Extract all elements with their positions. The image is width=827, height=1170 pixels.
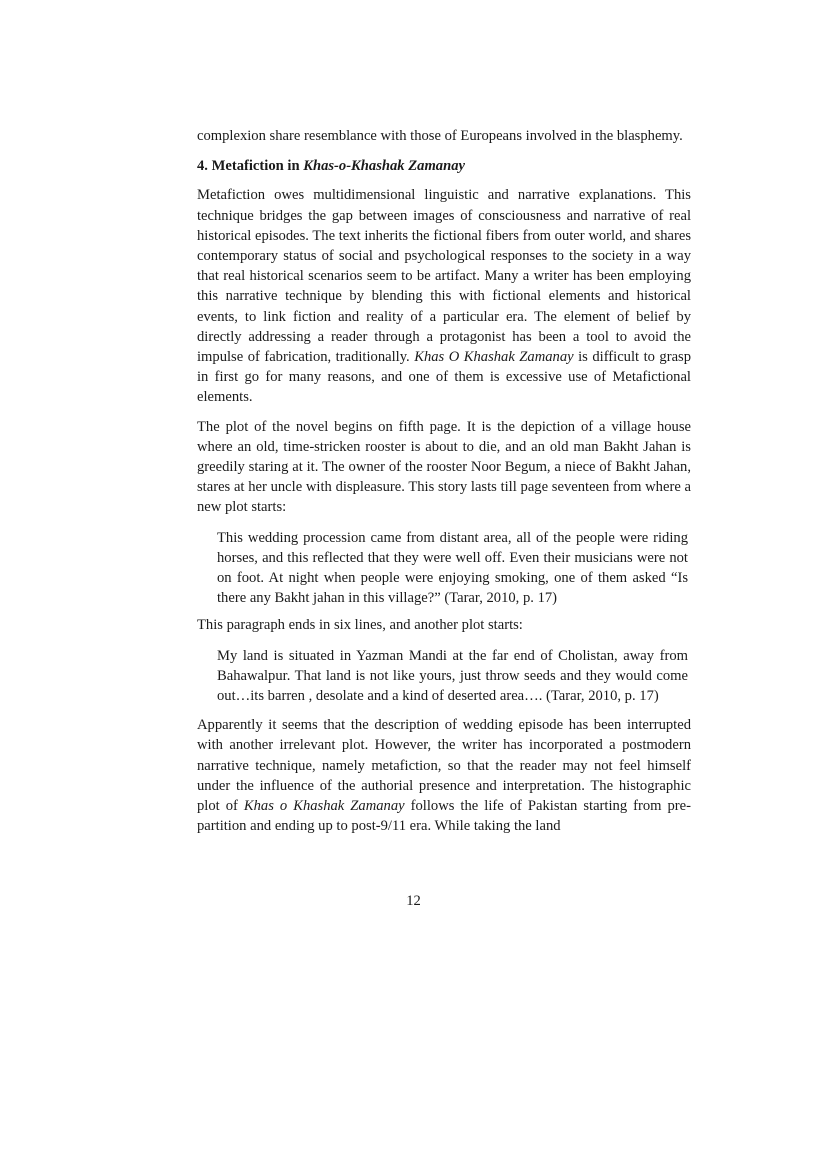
novel-title-italic: Khas O Khashak Zamanay	[414, 349, 574, 366]
paragraph-six-lines: This paragraph ends in six lines, and another plot starts:	[197, 617, 523, 634]
paragraph-apparently	[197, 715, 691, 836]
page-number: 12	[406, 893, 421, 909]
paragraph-plot-begins: The plot of the novel begins on fifth page. It is the depiction of a village house where an old, time-stricken rooster is about to die, and an old man Bakht Jahan is greedily staring at it. The owner of the rooster Noor Begum, a niece of Bakht Jahan, stares at her uncle with displeasure. This story lasts till page seventeen from where a new plot starts:	[197, 418, 691, 516]
paragraph-text: follows the life of Pakistan starting from pre-partition and ending up to post-9/11 era. While taking the land	[197, 798, 691, 835]
paragraph-continuation: complexion share resemblance with those of Europeans involved in the blasphemy.	[197, 128, 683, 144]
block-quote-wedding: This wedding procession came from distant area, all of the people were riding horses, and this reflected that they were well off. Even their musicians were not on foot. At night when people were enjoying smoking, one of them asked “Is there any Bakht jahan in this village?” (Tarar, 2010, p. 17)	[217, 529, 688, 607]
section-heading	[197, 156, 691, 176]
section-heading-title: Khas-o-Khashak Zamanay	[303, 158, 465, 175]
block-quote-land: My land is situated in Yazman Mandi at the far end of Cholistan, away from Bahawalpur. That land is not like yours, just throw seeds and they would come out…its barren , desolate and a kind of deserted area…. (Tarar, 2010, p. 17)	[217, 647, 688, 705]
section-number: 4.	[197, 158, 208, 175]
novel-title-italic: Khas o Khashak Zamanay	[243, 798, 405, 815]
paragraph-text: is difficult to grasp in first go for many reasons, and one of them is excessive use of Metafictional elements.	[197, 349, 692, 406]
paragraph-text: Apparently it seems that the description of wedding episode has been interrupted with another irrelevant plot. However, the writer has incorporated a postmodern narrative technique, namely metafiction, so that the reader may not feel himself under the influence of the authorial presence and interpretation. The histographic plot of	[197, 717, 691, 815]
section-heading-prefix: Metafiction in	[211, 158, 300, 175]
document-page-body	[197, 126, 691, 837]
paragraph-metafiction-definition	[197, 185, 691, 407]
paragraph-text: Metafiction owes multidimensional linguistic and narrative explanations. This technique bridges the gap between images of consciousness and narrative of real historical episodes. The text inherits the fictional fibers from outer world, and shares contemporary status of social and psychological responses to the society in a way that real historical scenarios seem to be artifact. Many a writer has been employing this narrative technique by blending this with fictional elements and historical events, to link fiction and reality of a particular era. The element of belief by directly addressing a reader through a protagonist has been a tool to avoid the impulse of fabrication, traditionally.	[197, 187, 691, 366]
